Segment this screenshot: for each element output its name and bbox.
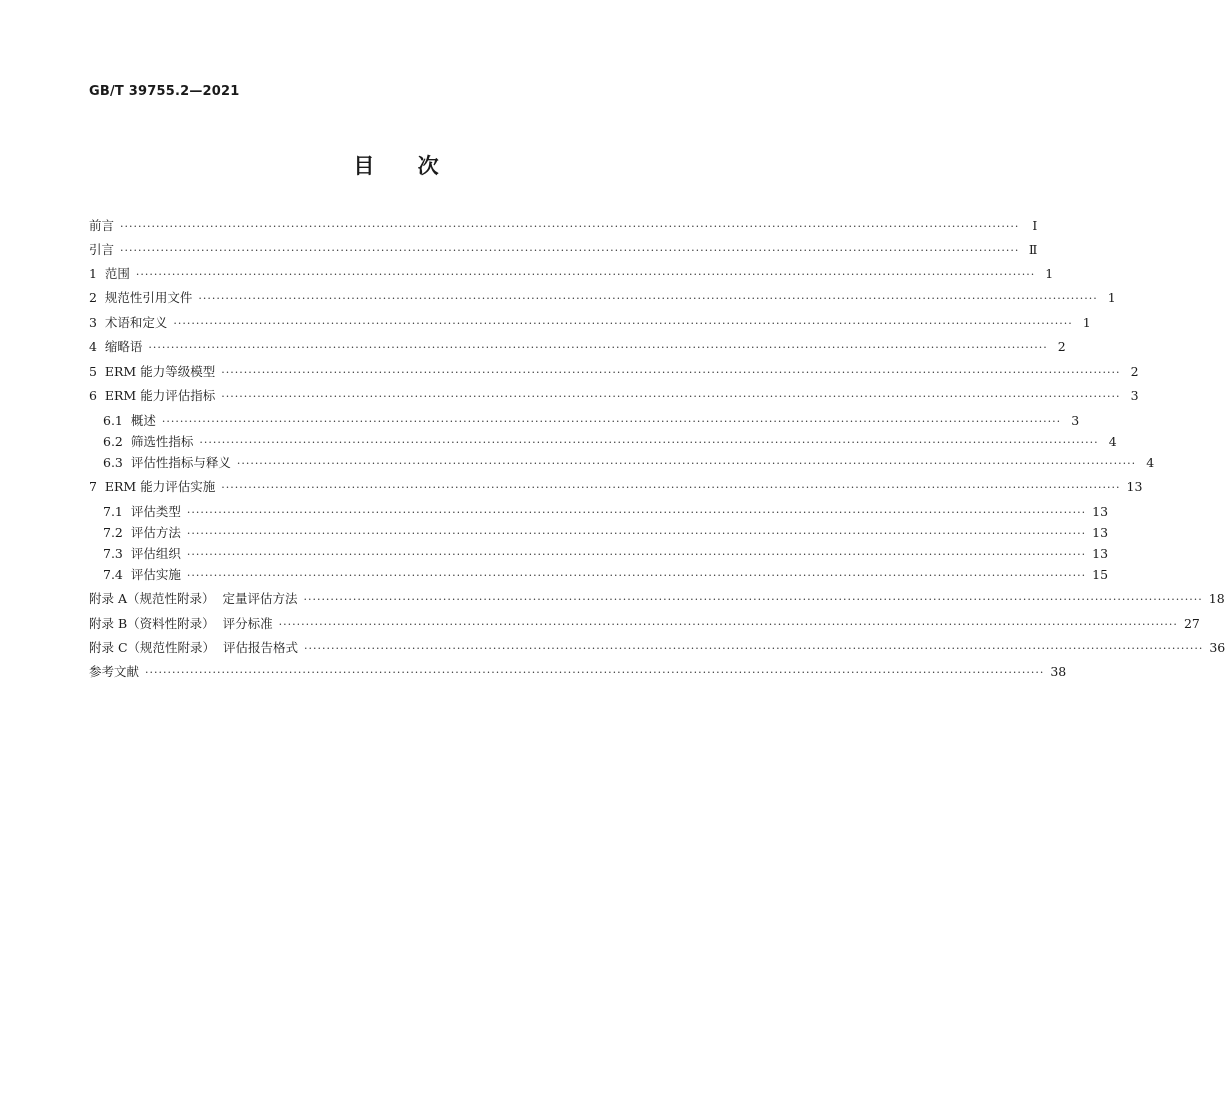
toc-page: 4 (1108, 434, 1117, 449)
toc-label: 3 术语和定义 (89, 315, 168, 330)
dot-leader: ········································································································································································································ (120, 244, 1020, 257)
toc-label: 6.3 评估性指标与释义 (103, 455, 231, 470)
toc-label: 7 ERM 能力评估实施 (89, 479, 216, 494)
dot-leader: ········································································································································································································ (198, 292, 1098, 305)
toc-label: 4 缩略语 (89, 339, 143, 354)
dot-leader: ········································································································································································································ (221, 481, 1121, 494)
toc-label: 5 ERM 能力等级模型 (89, 364, 216, 379)
toc-page: 27 (1183, 616, 1200, 631)
toc-page: 13 (1092, 504, 1109, 519)
toc-entry[interactable] (89, 589, 1225, 609)
dot-leader: ········································································································································································································ (278, 618, 1178, 631)
toc-page: Ⅱ (1028, 242, 1038, 257)
page-title: 目 次 (353, 154, 439, 178)
toc-entry[interactable] (89, 362, 1139, 382)
toc-label: 6.1 概述 (103, 413, 156, 428)
toc-entry[interactable] (103, 411, 1080, 431)
toc-label: 前言 (89, 218, 115, 233)
toc-label: 1 范围 (89, 266, 130, 281)
dot-leader: ········································································································································································································ (145, 666, 1045, 679)
toc-entry[interactable] (89, 313, 1091, 333)
toc-label: 附录 B（资料性附录） 评分标准 (89, 616, 273, 631)
toc-label: 2 规范性引用文件 (89, 290, 193, 305)
toc-page: Ⅰ (1032, 218, 1038, 233)
toc-label: 7.3 评估组织 (103, 546, 181, 561)
dot-leader: ········································································································································································································ (186, 548, 1087, 561)
dot-leader: ········································································································································································································ (221, 366, 1121, 379)
toc-label: 参考文献 (89, 664, 140, 679)
toc-entry[interactable] (89, 386, 1139, 406)
toc-entry[interactable] (89, 477, 1143, 497)
toc-entry[interactable] (89, 638, 1225, 658)
toc-label: 附录 C（规范性附录） 评估报告格式 (89, 640, 298, 655)
toc-page: 13 (1092, 546, 1109, 561)
dot-leader: ········································································································································································································ (303, 593, 1203, 606)
toc-entry[interactable] (103, 432, 1117, 452)
toc-entry[interactable] (103, 453, 1155, 473)
toc-label: 引言 (89, 242, 115, 257)
toc-entry[interactable] (89, 614, 1200, 634)
dot-leader: ········································································································································································································ (304, 642, 1204, 655)
dot-leader: ········································································································································································································ (173, 317, 1073, 330)
dot-leader: ········································································································································································································ (148, 341, 1048, 354)
toc-label: 6 ERM 能力评估指标 (89, 388, 216, 403)
dot-leader: ········································································································································································································ (221, 390, 1121, 403)
toc-entry[interactable] (103, 502, 1109, 522)
dot-leader: ········································································································································································································ (186, 527, 1087, 540)
toc-page: 1 (1082, 315, 1091, 330)
toc-entry[interactable] (89, 288, 1116, 308)
toc-entry[interactable] (103, 523, 1109, 543)
toc-page: 15 (1092, 567, 1109, 582)
toc-entry[interactable] (103, 565, 1109, 585)
dot-leader: ········································································································································································································ (161, 415, 1062, 428)
toc-entry[interactable] (89, 264, 1054, 284)
toc-page: 1 (1107, 290, 1116, 305)
dot-leader: ········································································································································································································ (135, 268, 1036, 281)
toc-label: 7.2 评估方法 (103, 525, 181, 540)
toc-page: 4 (1146, 455, 1155, 470)
toc-label: 7.4 评估实施 (103, 567, 181, 582)
toc-page: 3 (1071, 413, 1080, 428)
toc-page: 13 (1092, 525, 1109, 540)
toc-page: 36 (1209, 640, 1225, 655)
dot-leader: ········································································································································································································ (186, 569, 1087, 582)
toc-page: 13 (1126, 479, 1143, 494)
dot-leader: ········································································································································································································ (120, 220, 1020, 233)
dot-leader: ········································································································································································································ (199, 436, 1099, 449)
toc-page: 1 (1045, 266, 1054, 281)
dot-leader: ········································································································································································································ (186, 506, 1087, 519)
dot-leader: ········································································································································································································ (236, 457, 1137, 470)
toc-page: 2 (1130, 364, 1139, 379)
toc-entry[interactable] (89, 662, 1067, 682)
standard-code: GB/T 39755.2—2021 (89, 84, 240, 99)
toc-entry[interactable] (89, 216, 1038, 236)
toc-page: 18 (1208, 591, 1225, 606)
toc-label: 附录 A（规范性附录） 定量评估方法 (89, 591, 298, 606)
toc-label: 7.1 评估类型 (103, 504, 181, 519)
toc-entry[interactable] (89, 240, 1038, 260)
toc-page: 38 (1050, 664, 1067, 679)
toc-entry[interactable] (89, 337, 1066, 357)
toc-page: 2 (1057, 339, 1066, 354)
toc-entry[interactable] (103, 544, 1109, 564)
toc-page: 3 (1130, 388, 1139, 403)
toc-label: 6.2 筛选性指标 (103, 434, 194, 449)
